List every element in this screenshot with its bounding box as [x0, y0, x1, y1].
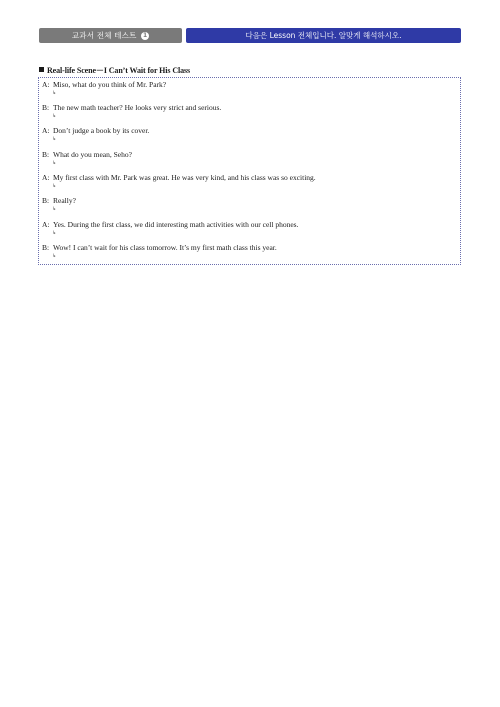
textbook-test-label: 교과서 전체 테스트 [71, 31, 137, 40]
answer-arrow-icon: ↳ [52, 160, 57, 166]
speaker-label: A: [42, 126, 50, 135]
speaker-label: B: [42, 196, 50, 205]
dialogue-line [42, 80, 166, 89]
answer-arrow-icon: ↳ [52, 113, 57, 119]
answer-arrow-icon: ↳ [52, 183, 57, 189]
number-badge: 1 [142, 32, 148, 39]
speaker-label: B: [42, 103, 50, 112]
dialogue-line [42, 243, 277, 252]
answer-arrow-icon: ↳ [52, 90, 57, 96]
dialogue-text: Wow! I can’t wait for his class tomorrow. It’s my first math class this year. [53, 243, 277, 252]
section-title [39, 65, 190, 76]
header-bar [39, 28, 461, 43]
dialogue-line [42, 220, 298, 229]
speaker-label: B: [42, 150, 50, 159]
answer-arrow-icon: ↳ [52, 230, 57, 236]
speaker-label: A: [42, 173, 50, 182]
speaker-label: B: [42, 243, 50, 252]
answer-arrow-icon: ↳ [52, 206, 57, 212]
section-title-text: Real-life Scene－I Can’t Wait for His Class [47, 66, 191, 75]
answer-arrow-icon: ↳ [52, 253, 57, 259]
speaker-label: A: [42, 220, 50, 229]
dialogue-line [42, 150, 132, 159]
dialogue-text: Don’t judge a book by its cover. [53, 126, 150, 135]
textbook-test-tab [39, 28, 182, 43]
dialogue-text: Yes. During the first class, we did interesting math activities with our cell phones. [53, 220, 299, 229]
dialogue-text: Miso, what do you think of Mr. Park? [53, 80, 167, 89]
dialogue-text: What do you mean, Seho? [53, 150, 132, 159]
instruction-tab: 다음은 Lesson 전체입니다. 알맞게 해석하시오. [186, 28, 461, 43]
square-bullet-icon [39, 67, 44, 72]
dialogue-line [42, 103, 221, 112]
dialogue-box [38, 77, 461, 265]
dialogue-text: The new math teacher? He looks very strict and serious. [53, 103, 222, 112]
answer-arrow-icon: ↳ [52, 136, 57, 142]
speaker-label: A: [42, 80, 50, 89]
dialogue-line [42, 173, 316, 182]
dialogue-line [42, 196, 76, 205]
dialogue-text: My first class with Mr. Park was great. He was very kind, and his class was so exciting. [53, 173, 316, 182]
dialogue-line [42, 126, 149, 135]
dialogue-text: Really? [53, 196, 76, 205]
